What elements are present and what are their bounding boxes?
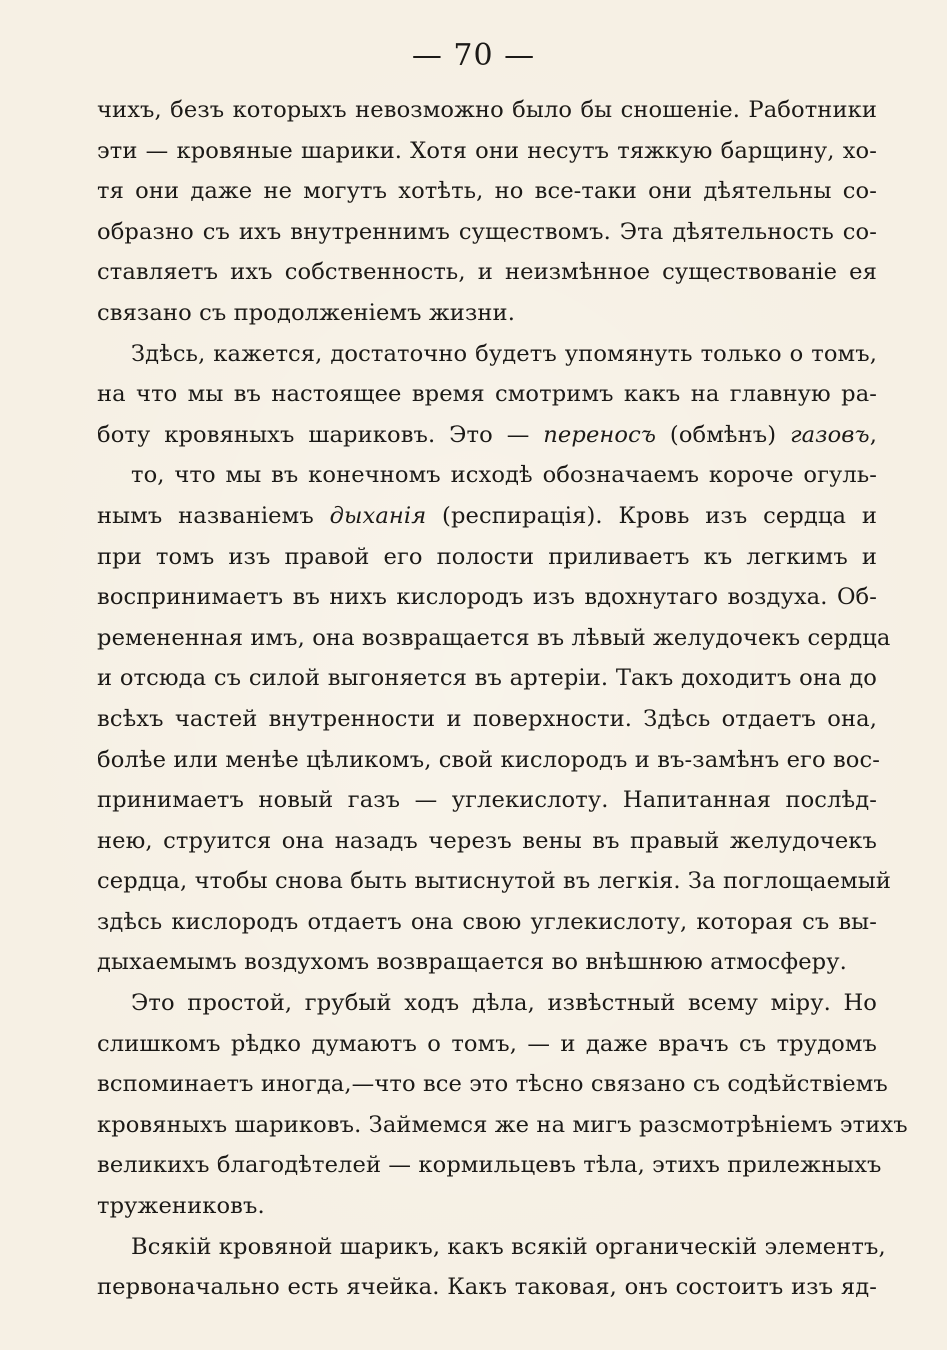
text-line: и отсюда съ силой выгоняется въ артеріи. Такъ доходитъ она до [97, 665, 877, 692]
text-line: нею, струится она назадъ черезъ вены въ правый желудочекъ [97, 827, 877, 854]
text-line: при томъ изъ правой его полости приливаетъ къ легкимъ и [97, 543, 877, 570]
text-fragment: , [869, 421, 877, 448]
paragraph-start-line: Здѣсь, кажется, достаточно будетъ упомянуть только о томъ, [131, 340, 877, 367]
text-line: дыхаемымъ воздухомъ возвращается во внѣшнюю атмосферу. [97, 949, 847, 976]
italic-term: газовъ [790, 421, 870, 448]
text-fragment: (респирація). Кровь изъ сердца и [426, 502, 877, 529]
text-line: слишкомъ рѣдко думаютъ о томъ, — и даже врачъ съ трудомъ [97, 1030, 877, 1057]
text-line: здѣсь кислородъ отдаетъ она свою углекислоту, которая съ вы- [97, 908, 877, 935]
text-line-italic-terms [97, 496, 877, 537]
text-line: ремененная имъ, она возвращается въ лѣвый желудочекъ сердца [97, 624, 891, 651]
text-line: ставляетъ ихъ собственность, и неизмѣнное существованіе ея [97, 259, 877, 286]
italic-term: дыханія [329, 502, 427, 529]
body-text [97, 90, 908, 1308]
text-line: образно съ ихъ внутреннимъ существомъ. Эта дѣятельность со- [97, 218, 877, 245]
text-fragment: боту кровяныхъ шариковъ. Это — [97, 421, 544, 448]
text-line: великихъ благодѣтелей — кормильцевъ тѣла, этихъ прилежныхъ [97, 1152, 882, 1179]
text-line: кровяныхъ шариковъ. Займемся же на мигъ разсмотрѣніемъ этихъ [97, 1111, 908, 1138]
text-line: сердца, чтобы снова быть вытиснутой въ легкія. За поглощаемый [97, 868, 891, 895]
text-line: на что мы въ настоящее время смотримъ какъ на главную ра- [97, 381, 877, 408]
paragraph-start-line: Всякій кровяной шарикъ, какъ всякій органическій элементъ, [131, 1233, 886, 1260]
text-line: болѣе или менѣе цѣликомъ, свой кислородъ и въ-замѣнъ его вос- [97, 746, 880, 773]
text-line: воспринимаетъ въ нихъ кислородъ изъ вдохнутаго воздуха. Об- [97, 584, 877, 611]
page-number: — 70 — [411, 38, 536, 73]
paragraph-start-line: Это простой, грубый ходъ дѣла, извѣстный всему міру. Но [131, 990, 877, 1017]
text-line: чихъ, безъ которыхъ невозможно было бы сношеніе. Работники [97, 97, 877, 123]
italic-term: переносъ [543, 421, 657, 448]
text-line: связано съ продолженіемъ жизни. [97, 299, 515, 326]
text-line: тя они даже не могутъ хотѣть, но все-таки они дѣятельны со- [97, 178, 877, 205]
text-line: тружениковъ. [97, 1193, 265, 1220]
text-line: вспоминаетъ иногда,—что все это тѣсно связано съ содѣйствіемъ [97, 1071, 888, 1098]
text-fragment: нымъ названіемъ [97, 502, 330, 529]
text-line: принимаетъ новый газъ — углекислоту. Напитанная послѣд- [97, 787, 877, 814]
text-fragment: (обмѣнъ) [656, 421, 791, 448]
text-line: то, что мы въ конечномъ исходѣ обозначаемъ короче огуль- [131, 462, 877, 489]
text-line-italic-terms [97, 415, 877, 456]
text-line: эти — кровяные шарики. Хотя они несутъ тяжкую барщину, хо- [97, 137, 877, 164]
text-line: всѣхъ частей внутренности и поверхности. Здѣсь отдаетъ она, [97, 705, 877, 732]
text-line: первоначально есть ячейка. Какъ таковая, онъ состоитъ изъ яд- [97, 1274, 877, 1301]
